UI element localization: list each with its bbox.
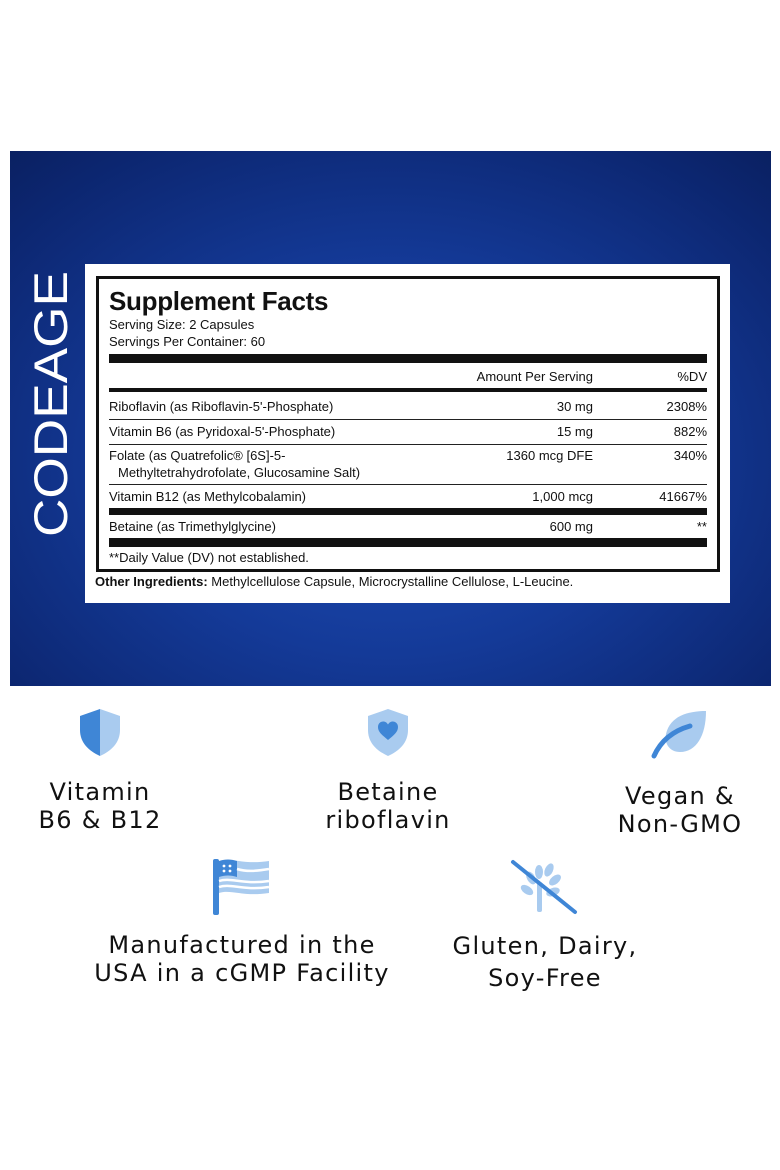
nutrient-name: Vitamin B12 (as Methylcobalamin) [109,489,307,504]
feature-label-line1: Vegan & [625,782,735,810]
nutrient-name: Betaine (as Trimethylglycine) [109,519,276,534]
nutrient-amount: 15 mg [556,424,593,439]
nutrient-amount: 1,000 mcg [532,489,593,504]
amount-header: Amount Per Serving [476,369,593,384]
feature-allergen-free [430,858,660,992]
serving-size: Serving Size: 2 Capsules [109,317,255,332]
nutrient-name: Vitamin B6 (as Pyridoxal-5'-Phosphate) [109,424,336,439]
nutrient-dv: 41667% [659,489,707,504]
nutrient-dv: 340% [673,448,707,463]
feature-made-in-usa [82,855,402,987]
nutrient-amount: 30 mg [556,399,593,414]
nutrient-name-continued: Methyltetrahydrofolate, Glucosamine Salt) [118,465,361,480]
dv-footnote: **Daily Value (DV) not established. [109,550,309,565]
heart-shield-icon [364,706,412,758]
nutrient-name: Folate (as Quatrefolic® [6S]-5- [109,448,286,463]
feature-vegan-non-gmo [600,708,760,838]
nutrient-amount: 1360 mcg DFE [506,448,593,463]
nutrient-amount: 600 mg [549,519,593,534]
divider-thick [109,354,707,363]
feature-label-line2: riboflavin [325,806,451,834]
row-divider [109,419,707,420]
servings-per-container: Servings Per Container: 60 [109,334,266,349]
codeage-logo-icon [28,269,76,537]
feature-label-line2: Non-GMO [617,810,743,838]
nutrient-dv: 882% [673,424,707,439]
other-ingredients-label: Other Ingredients: [95,574,208,589]
feature-label-line1: Betaine [337,778,439,806]
facts-title: Supplement Facts [109,286,329,316]
other-ingredients [95,574,573,589]
feature-label-line1: Gluten, Dairy, [452,932,638,960]
brand-logo [28,269,76,537]
divider-medium [109,388,707,392]
feature-label-line1: Vitamin [49,778,151,806]
nutrient-name: Riboflavin (as Riboflavin-5'-Phosphate) [109,399,334,414]
product-banner [10,151,771,686]
supplement-facts-card [85,264,730,603]
nutrient-dv: ** [696,519,707,534]
brand-text: CODEAGE [28,301,76,537]
other-ingredients-text: Methylcellulose Capsule, Microcrystalline Cellulose, L-Leucine. [207,574,574,589]
feature-label-line1: Manufactured in the [108,931,376,959]
row-divider [109,444,707,445]
shield-icon [76,706,124,758]
usa-flag-icon [211,855,273,915]
divider-thick [109,508,707,515]
leaf-icon [650,708,710,760]
feature-vitamin-b6-b12 [20,706,180,834]
dv-header: %DV [677,369,707,384]
no-wheat-icon [509,858,581,916]
feature-label-line2: USA in a cGMP Facility [94,959,390,987]
feature-label-line2: Soy-Free [488,964,602,992]
supplement-facts-panel [96,276,720,572]
feature-betaine-riboflavin [298,706,478,834]
row-divider [109,484,707,485]
feature-label-line2: B6 & B12 [38,806,162,834]
divider-thick [109,538,707,547]
nutrient-dv: 2308% [666,399,707,414]
